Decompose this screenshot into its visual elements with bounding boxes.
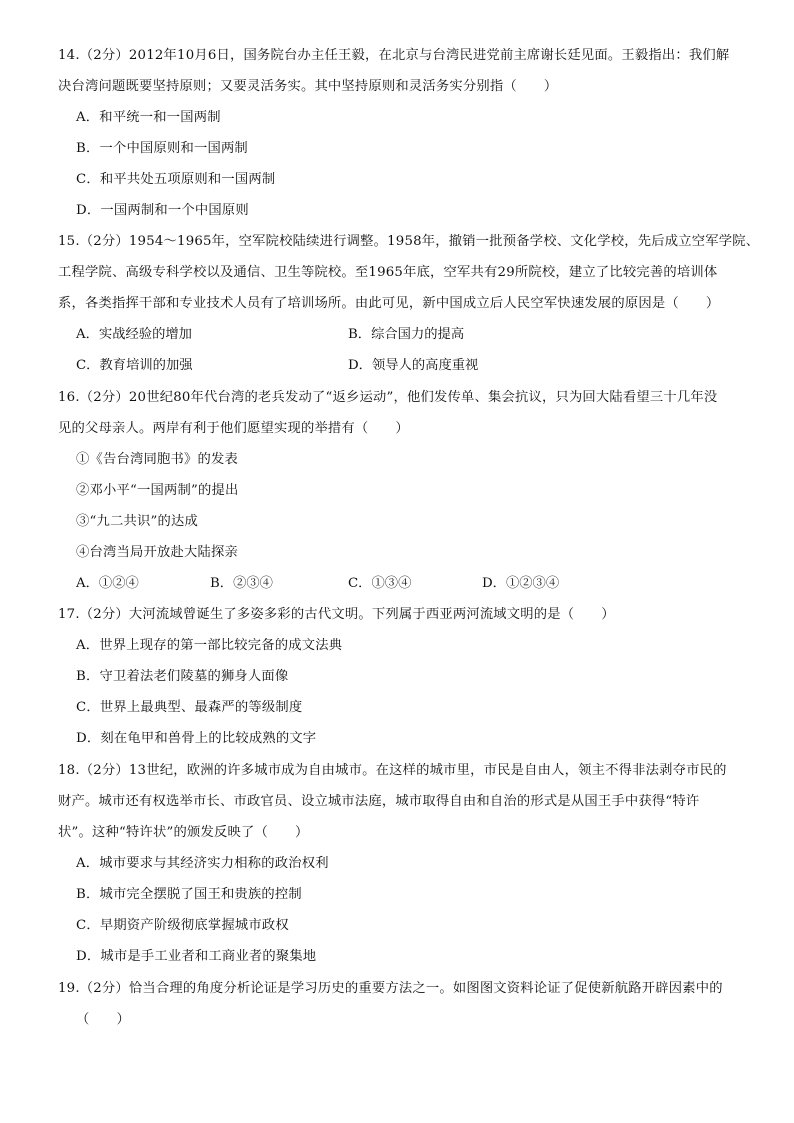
q17-option-b: B．守卫着法老们陵墓的狮身人面像 [76, 669, 289, 684]
q16-option-b: B．②③④ [210, 576, 273, 591]
q19-stem-line-1: 19.（2分）恰当合理的角度分析论证是学习历史的重要方法之一。如图图文资料论证了促使新航路开辟因素中的 [58, 981, 723, 996]
q14-option-c: C．和平共处五项原则和一国两制 [76, 172, 276, 187]
q14-stem-line-2: 决台湾问题既要坚持原则；又要灵活务实。其中坚持原则和灵活务实分别指（ ） [58, 79, 558, 94]
q15-stem-line-1: 15.（2分）1954～1965年，空军院校陆续进行调整。1958年，撤销一批预备学校、文化学校，先后成立空军学院、 [58, 234, 760, 249]
q15-option-d: D．领导人的高度重视 [348, 358, 479, 373]
q16-option-c: C．①③④ [348, 576, 412, 591]
q16-item-2: ②邓小平“一国两制”的提出 [76, 483, 239, 498]
q18-option-d: D．城市是手工业者和工商业者的聚集地 [76, 949, 317, 964]
q16-option-d: D．①②③④ [482, 576, 560, 591]
q16-option-a: A．①②④ [76, 576, 139, 591]
q15-option-a: A．实战经验的增加 [76, 327, 192, 342]
q14-stem-line-1: 14.（2分）2012年10月6日，国务院台办主任王毅，在北京与台湾民进党前主席谢长廷见面。王毅指出：我们解 [58, 48, 730, 63]
q15-option-c: C．教育培训的加强 [76, 358, 193, 373]
q14-option-d: D．一国两制和一个中国原则 [76, 203, 249, 218]
q17-option-a: A．世界上现存的第一部比较完备的成文法典 [76, 638, 343, 653]
q15-option-b: B．综合国力的提高 [348, 327, 465, 342]
q18-option-b: B．城市完全摆脱了国王和贵族的控制 [76, 887, 302, 902]
q16-item-3: ③“九二共识”的达成 [76, 514, 198, 529]
q15-stem-line-3: 系，各类指挥干部和专业技术人员有了培训场所。由此可见，新中国成立后人民空军快速发展的原因是（ ） [58, 296, 720, 311]
q18-stem-line-1: 18.（2分）13世纪，欧洲的许多城市成为自由城市。在这样的城市里，市民是自由人，领主不得非法剥夺市民的 [58, 763, 727, 778]
q17-stem-line-1: 17.（2分）大河流域曾诞生了多姿多彩的古代文明。下列属于西亚两河流域文明的是（ ） [58, 607, 615, 622]
q16-item-1: ①《告台湾同胞书》的发表 [76, 452, 238, 467]
q16-stem-line-2: 见的父母亲人。两岸有利于他们愿望实现的举措有（ ） [58, 421, 409, 436]
q17-option-d: D．刻在龟甲和兽骨上的比较成熟的文字 [76, 731, 317, 746]
q19-stem-line-2: （ ） [76, 1012, 130, 1027]
q14-option-a: A．和平统一和一国两制 [76, 110, 221, 125]
q18-stem-line-3: 状”。这种“特许状”的颁发反映了（ ） [58, 825, 309, 840]
q18-option-a: A．城市要求与其经济实力相称的政治权利 [76, 856, 329, 871]
q17-option-c: C．世界上最典型、最森严的等级制度 [76, 700, 303, 715]
q18-option-c: C．早期资产阶级彻底掌握城市政权 [76, 918, 289, 933]
q16-item-4: ④台湾当局开放赴大陆探亲 [76, 545, 238, 560]
q18-stem-line-2: 财产。城市还有权选举市长、市政官员、设立城市法庭，城市取得自由和自治的形式是从国王手中获得“特许 [58, 794, 700, 809]
q15-stem-line-2: 工程学院、高级专科学校以及通信、卫生等院校。至1965年底，空军共有29所院校，建立了比较完善的培训体 [58, 265, 718, 280]
q16-stem-line-1: 16.（2分）20世纪80年代台湾的老兵发动了“返乡运动”，他们发传单、集会抗议，只为回大陆看望三十几年没 [58, 390, 718, 405]
q14-option-b: B．一个中国原则和一国两制 [76, 141, 248, 156]
